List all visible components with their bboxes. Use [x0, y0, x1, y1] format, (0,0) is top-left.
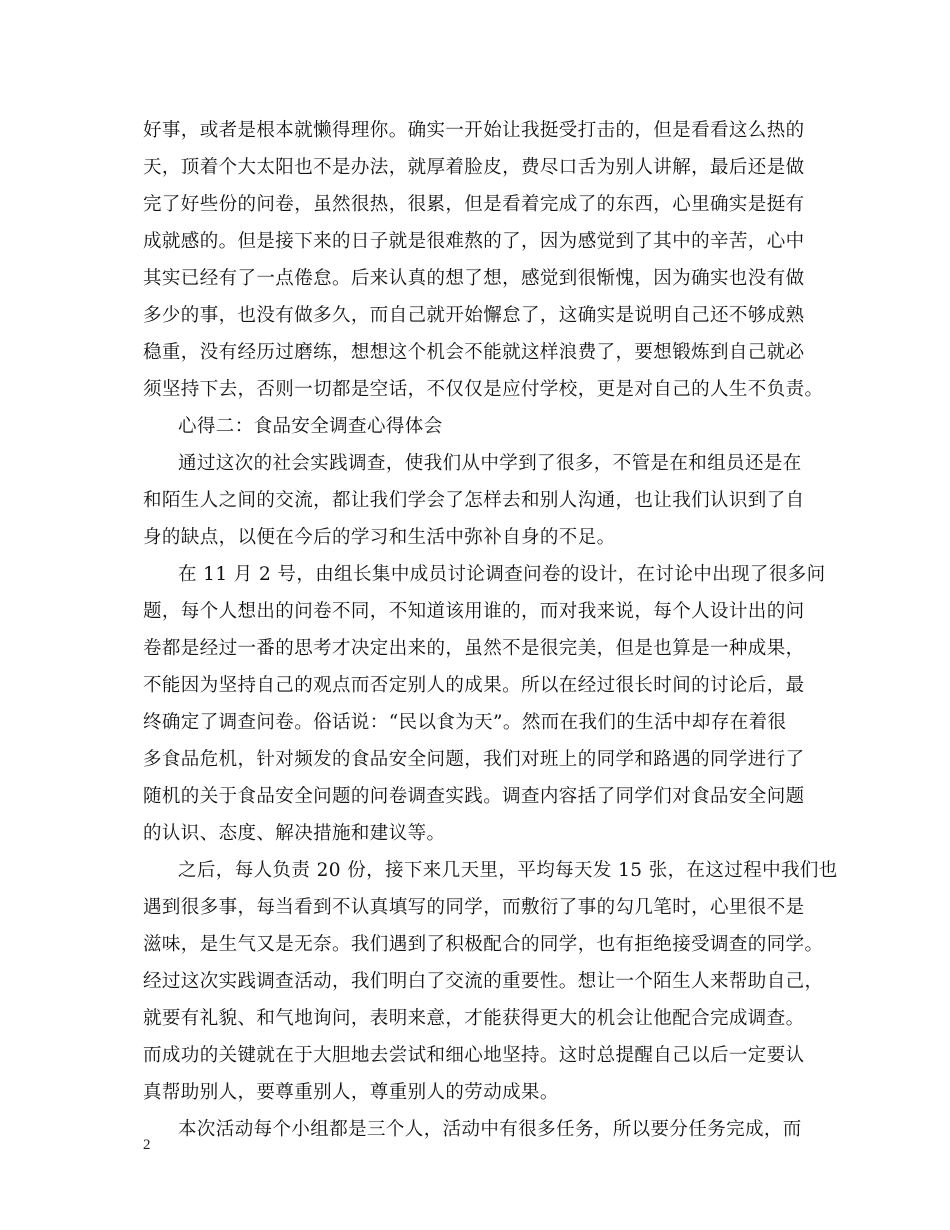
text-line: 和陌生人之间的交流，都让我们学会了怎样去和别人沟通，也让我们认识到了自	[143, 490, 805, 511]
text-line: 遇到很多事，每当看到不认真填写的同学，而敷衍了事的勾几笔时，心里很不是	[143, 897, 805, 918]
text-line: 卷都是经过一番的思考才决定出来的，虽然不是很完美，但是也算是一种成果，	[143, 638, 805, 659]
text-line: 随机的关于食品安全问题的问卷调查实践。调查内容括了同学们对食品安全问题	[143, 786, 805, 807]
section-heading: 心得二：食品安全调查心得体会	[178, 416, 443, 437]
text-line: 终确定了调查问卷。俗话说：“民以食为天”。然而在我们的生活中却存在着很	[143, 712, 787, 733]
text-line: 稳重，没有经历过磨练，想想这个机会不能就这样浪费了，要想锻炼到自己就必	[143, 342, 805, 363]
text-line: 完了好些份的问卷，虽然很热，很累，但是看着完成了的东西，心里确实是挺有	[143, 194, 805, 215]
text-line: 的认识、态度、解决措施和建议等。	[143, 823, 446, 844]
text-line: 不能因为坚持自己的观点而否定别人的成果。所以在经过很长时间的讨论后，最	[143, 675, 805, 696]
text-line: 滋味，是生气又是无奈。我们遇到了积极配合的同学，也有拒绝接受调查的同学。	[143, 934, 824, 955]
text-line: 之后，每人负责 20 份，接下来几天里，平均每天发 15 张，在这过程中我们也	[178, 860, 838, 881]
text-line: 本次活动每个小组都是三个人，活动中有很多任务，所以要分任务完成，而	[178, 1119, 802, 1140]
document-body	[143, 112, 838, 1148]
text-line: 天，顶着个大太阳也不是办法，就厚着脸皮，费尽口舌为别人讲解，最后还是做	[143, 157, 805, 178]
text-line: 成就感的。但是接下来的日子就是很难熬的了，因为感觉到了其中的辛苦，心中	[143, 231, 805, 252]
text-line: 多少的事，也没有做多久，而自己就开始懈怠了，这确实是说明自己还不够成熟	[143, 305, 805, 326]
text-line: 就要有礼貌、和气地询问，表明来意，才能获得更大的机会让他配合完成调查。	[143, 1008, 805, 1029]
text-line: 身的缺点，以便在今后的学习和生活中弥补自身的不足。	[143, 527, 616, 548]
text-line: 真帮助别人，要尊重别人，尊重别人的劳动成果。	[143, 1082, 559, 1103]
text-line: 在 11 月 2 号，由组长集中成员讨论调查问卷的设计，在讨论中出现了很多问	[178, 564, 826, 585]
text-line: 通过这次的社会实践调查，使我们从中学到了很多，不管是在和组员还是在	[178, 453, 802, 474]
text-line: 而成功的关键就在于大胆地去尝试和细心地坚持。这时总提醒自己以后一定要认	[143, 1045, 805, 1066]
text-line: 好事，或者是根本就懒得理你。确实一开始让我挺受打击的，但是看看这么热的	[143, 120, 805, 141]
text-line: 其实已经有了一点倦怠。后来认真的想了想，感觉到很惭愧，因为确实也没有做	[143, 268, 805, 289]
page-number: 2	[143, 1137, 151, 1153]
text-line: 经过这次实践调查活动，我们明白了交流的重要性。想让一个陌生人来帮助自己，	[143, 971, 824, 992]
text-line: 多食品危机，针对频发的食品安全问题，我们对班上的同学和路遇的同学进行了	[143, 749, 805, 770]
text-line: 题，每个人想出的问卷不同，不知道该用谁的，而对我来说，每个人设计出的问	[143, 601, 805, 622]
text-line: 须坚持下去，否则一切都是空话，不仅仅是应付学校，更是对自己的人生不负责。	[143, 379, 824, 400]
